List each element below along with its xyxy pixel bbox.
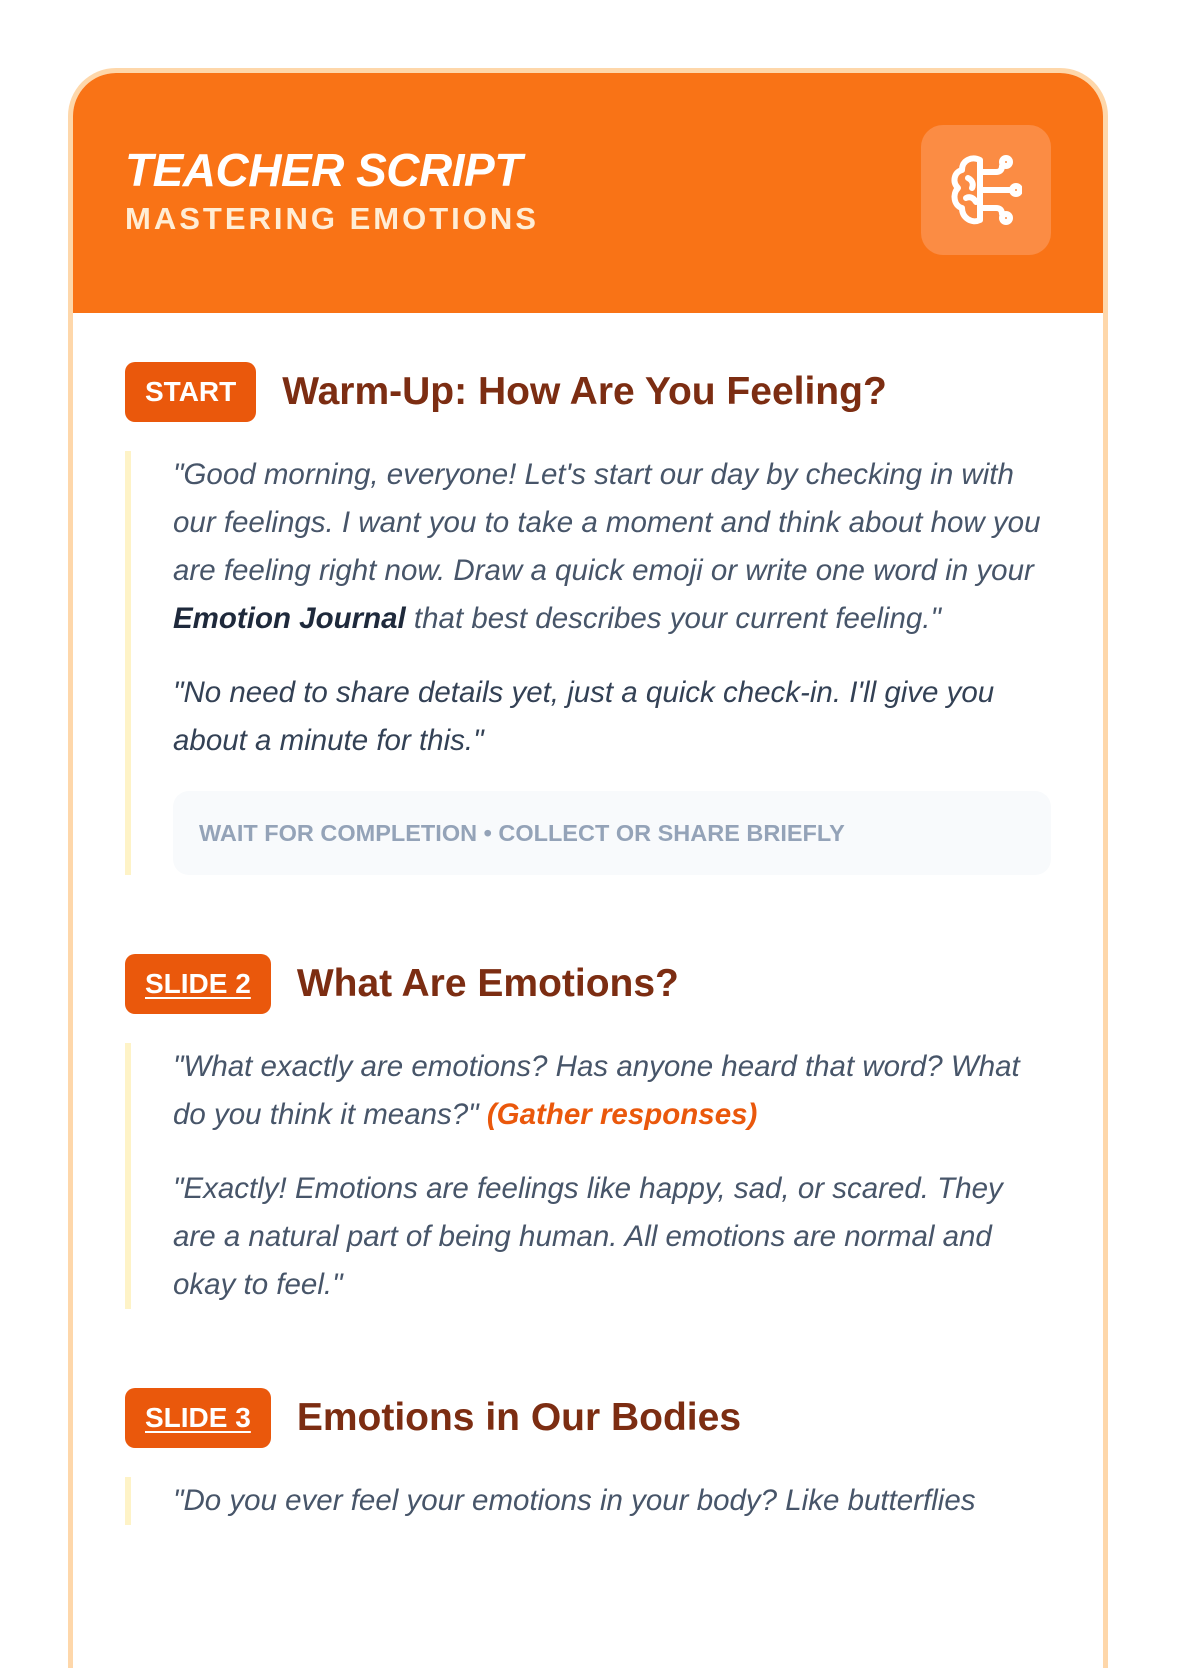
- brain-circuit-icon: [921, 125, 1051, 255]
- section-script: [125, 1043, 1051, 1309]
- header-title: TEACHER SCRIPT: [125, 144, 522, 196]
- section-what-are-emotions: [125, 953, 1051, 1309]
- script-text: "What exactly are emotions? Has anyone heard that word? What do you think it means?": [173, 1050, 1020, 1131]
- section-emotions-in-bodies: [125, 1387, 1051, 1525]
- section-header: [125, 361, 1051, 423]
- script-paragraph: [173, 1043, 1051, 1139]
- slide-3-link[interactable]: SLIDE 3: [125, 1388, 271, 1448]
- script-paragraph: "Exactly! Emotions are feelings like happy, sad, or scared. They are a natural part of being human. All emotions are normal and okay to feel.": [173, 1172, 1003, 1301]
- instruction-note: WAIT FOR COMPLETION • COLLECT OR SHARE BRIEFLY: [173, 791, 1051, 875]
- script-paragraph: [173, 451, 1051, 643]
- section-header: [125, 1387, 1051, 1449]
- section-title: What Are Emotions?: [296, 962, 679, 1005]
- teacher-script-card: [68, 68, 1108, 1668]
- script-paragraph: "No need to share details yet, just a quick check-in. I'll give you about a minute for this.": [173, 676, 995, 757]
- section-script: [125, 451, 1051, 875]
- header-subtitle: MASTERING EMOTIONS: [125, 201, 539, 236]
- section-title: Warm-Up: How Are You Feeling?: [282, 370, 887, 413]
- section-header: [125, 953, 1051, 1015]
- start-badge: START: [125, 362, 256, 422]
- script-text: that best describes your current feeling.": [405, 602, 941, 635]
- script-body: [73, 313, 1103, 1525]
- gather-responses-cue: (Gather responses): [486, 1098, 758, 1131]
- header: [73, 73, 1103, 313]
- script-text: "Good morning, everyone! Let's start our day by checking in with our feelings. I want you to take a moment and think about how you are feeling right now. Draw a quick emoji or write one word in your: [173, 458, 1041, 587]
- emotion-journal-term: Emotion Journal: [173, 602, 406, 635]
- slide-2-link[interactable]: SLIDE 2: [125, 954, 271, 1014]
- script-paragraph: "Do you ever feel your emotions in your body? Like butterflies: [173, 1484, 976, 1517]
- section-warm-up: [125, 361, 1051, 875]
- section-script: [125, 1477, 1051, 1525]
- section-title: Emotions in Our Bodies: [296, 1396, 742, 1439]
